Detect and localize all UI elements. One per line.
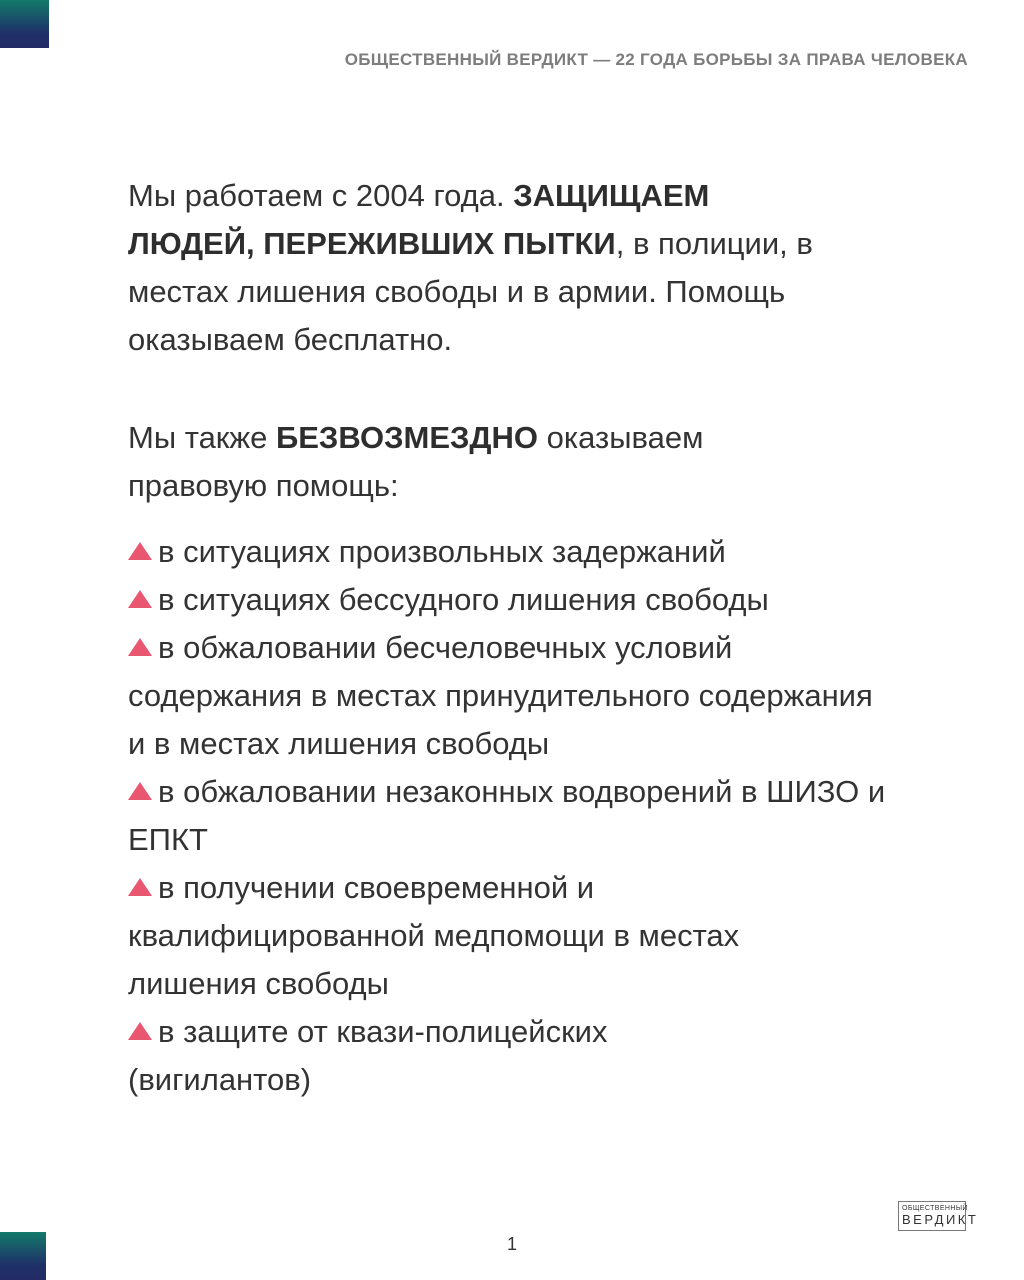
help-list bbox=[128, 528, 948, 1104]
help-text: Мы также bbox=[128, 420, 276, 455]
corner-decoration-top bbox=[0, 0, 49, 48]
help-paragraph bbox=[128, 414, 828, 510]
help-text-end: оказываем правовую помощь: bbox=[128, 420, 704, 503]
triangle-bullet-icon bbox=[128, 878, 152, 896]
list-item-text: в получении своевременной и квалифицированной медпомощи в местах лишения свободы bbox=[128, 870, 740, 1001]
list-item-text: в ситуациях произвольных задержаний bbox=[158, 534, 726, 569]
organization-logo bbox=[898, 1201, 979, 1231]
triangle-bullet-icon bbox=[128, 782, 152, 800]
triangle-bullet-icon bbox=[128, 590, 152, 608]
logo-line2: ВЕРДИКТ bbox=[902, 1212, 979, 1227]
help-bold: БЕЗВОЗМЕЗДНО bbox=[275, 420, 539, 455]
intro-text: Мы работаем с 2004 года. bbox=[128, 178, 514, 213]
intro-bold: ЗАЩИЩАЕМ ЛЮДЕЙ, ПЕРЕЖИВШИХ ПЫТКИ bbox=[128, 178, 710, 261]
intro-text-end: , в полиции, в местах лишения свободы и в армии. Помощь оказываем бесплатно. bbox=[128, 226, 813, 357]
list-item bbox=[128, 768, 898, 864]
list-item bbox=[128, 576, 948, 624]
triangle-bullet-icon bbox=[128, 638, 152, 656]
list-item bbox=[128, 624, 888, 768]
list-item-text: в ситуациях бессудного лишения свободы bbox=[158, 582, 769, 617]
intro-paragraph bbox=[128, 172, 838, 364]
main-content bbox=[128, 172, 948, 1104]
triangle-bullet-icon bbox=[128, 542, 152, 560]
triangle-bullet-icon bbox=[128, 1022, 152, 1040]
list-item-text: в защите от квази-полицейских (вигилантов) bbox=[128, 1014, 608, 1097]
list-item-text: в обжаловании незаконных водворений в ШИЗО и ЕПКТ bbox=[128, 774, 886, 857]
list-item-text: в обжаловании бесчеловечных условий содержания в местах принудительного содержания и в местах лишения свободы bbox=[128, 630, 873, 761]
logo-line1: ОБЩЕСТВЕННЫЙ bbox=[902, 1205, 968, 1212]
list-item bbox=[128, 528, 948, 576]
page-header: ОБЩЕСТВЕННЫЙ ВЕРДИКТ — 22 ГОДА БОРЬБЫ ЗА ПРАВА ЧЕЛОВЕКА bbox=[344, 50, 968, 69]
page-number: 1 bbox=[506, 1234, 517, 1254]
list-item bbox=[128, 1008, 748, 1104]
list-item bbox=[128, 864, 778, 1008]
